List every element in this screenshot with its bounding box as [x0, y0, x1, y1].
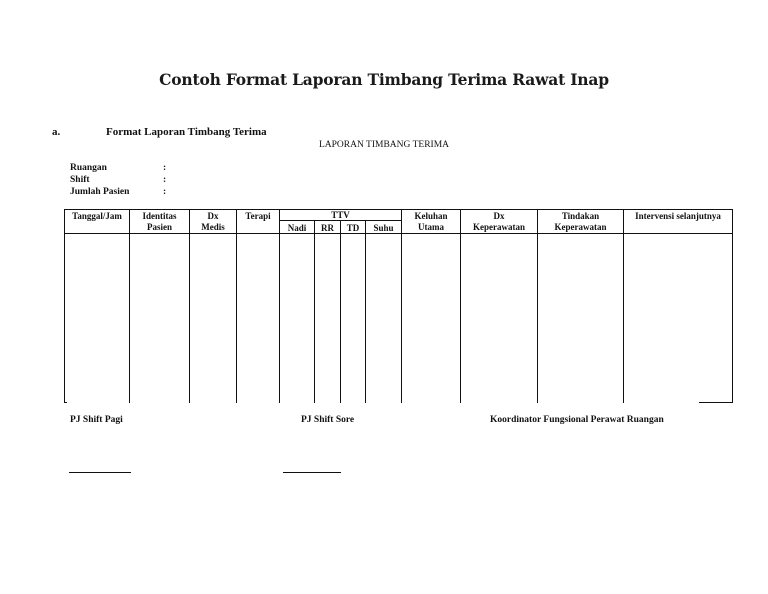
document-title: Contoh Format Laporan Timbang Terima Rawat Inap: [159, 70, 609, 89]
signature-pj-shift-sore: PJ Shift Sore: [301, 415, 355, 425]
header-tindakan: Tindakan: [561, 211, 600, 221]
header-medis: Medis: [201, 222, 225, 232]
header-suhu: Suhu: [373, 223, 394, 233]
report-heading: LAPORAN TIMBANG TERIMA: [318, 140, 450, 150]
table-col-line: [340, 220, 341, 403]
info-label-shift: Shift: [70, 175, 90, 185]
header-terapi: Terapi: [245, 211, 271, 221]
header-dx: Dx: [207, 211, 219, 221]
info-colon-jumlah-pasien: :: [163, 187, 167, 197]
table-col-line: [236, 209, 237, 403]
section-marker: a.: [52, 126, 61, 138]
table-col-line: [537, 209, 538, 403]
header-tindakan-keperawatan: Keperawatan: [554, 222, 607, 232]
header-ttv: TTV: [331, 210, 350, 220]
header-intervensi: Intervensi selanjutnya: [635, 211, 721, 221]
table-col-line: [623, 209, 624, 403]
header-td: TD: [346, 223, 360, 233]
header-identitas: Identitas: [142, 211, 177, 221]
table-col-line: [189, 209, 190, 403]
table-col-line: [314, 220, 315, 403]
header-utama: Utama: [418, 222, 444, 232]
header-keluhan: Keluhan: [414, 211, 448, 221]
signature-pj-shift-pagi: PJ Shift Pagi: [70, 415, 123, 425]
signature-koordinator: Koordinator Fungsional Perawat Ruangan: [490, 415, 664, 425]
info-colon-ruangan: :: [163, 163, 167, 173]
table-col-line: [401, 209, 402, 403]
section-title: Format Laporan Timbang Terima: [106, 126, 267, 138]
signature-line-pagi: [69, 472, 131, 473]
header-pasien: Pasien: [146, 222, 172, 232]
table-col-line: [64, 209, 65, 403]
table-bottom-right-stub: [699, 402, 733, 403]
table-col-line: [365, 220, 366, 403]
info-colon-shift: :: [163, 175, 167, 185]
table-col-line: [279, 209, 280, 403]
info-label-jumlah-pasien: Jumlah Pasien: [70, 187, 130, 197]
header-nadi: Nadi: [287, 223, 307, 233]
info-label-ruangan: Ruangan: [70, 163, 107, 173]
header-keperawatan: Keperawatan: [473, 222, 525, 232]
table-col-line: [129, 209, 130, 403]
table-col-line: [732, 209, 733, 403]
signature-line-sore: [283, 472, 341, 473]
table-col-line: [460, 209, 461, 403]
header-tanggal-jam: Tanggal/Jam: [72, 211, 122, 221]
header-dx-kep: Dx: [493, 211, 505, 221]
header-rr: RR: [321, 223, 334, 233]
